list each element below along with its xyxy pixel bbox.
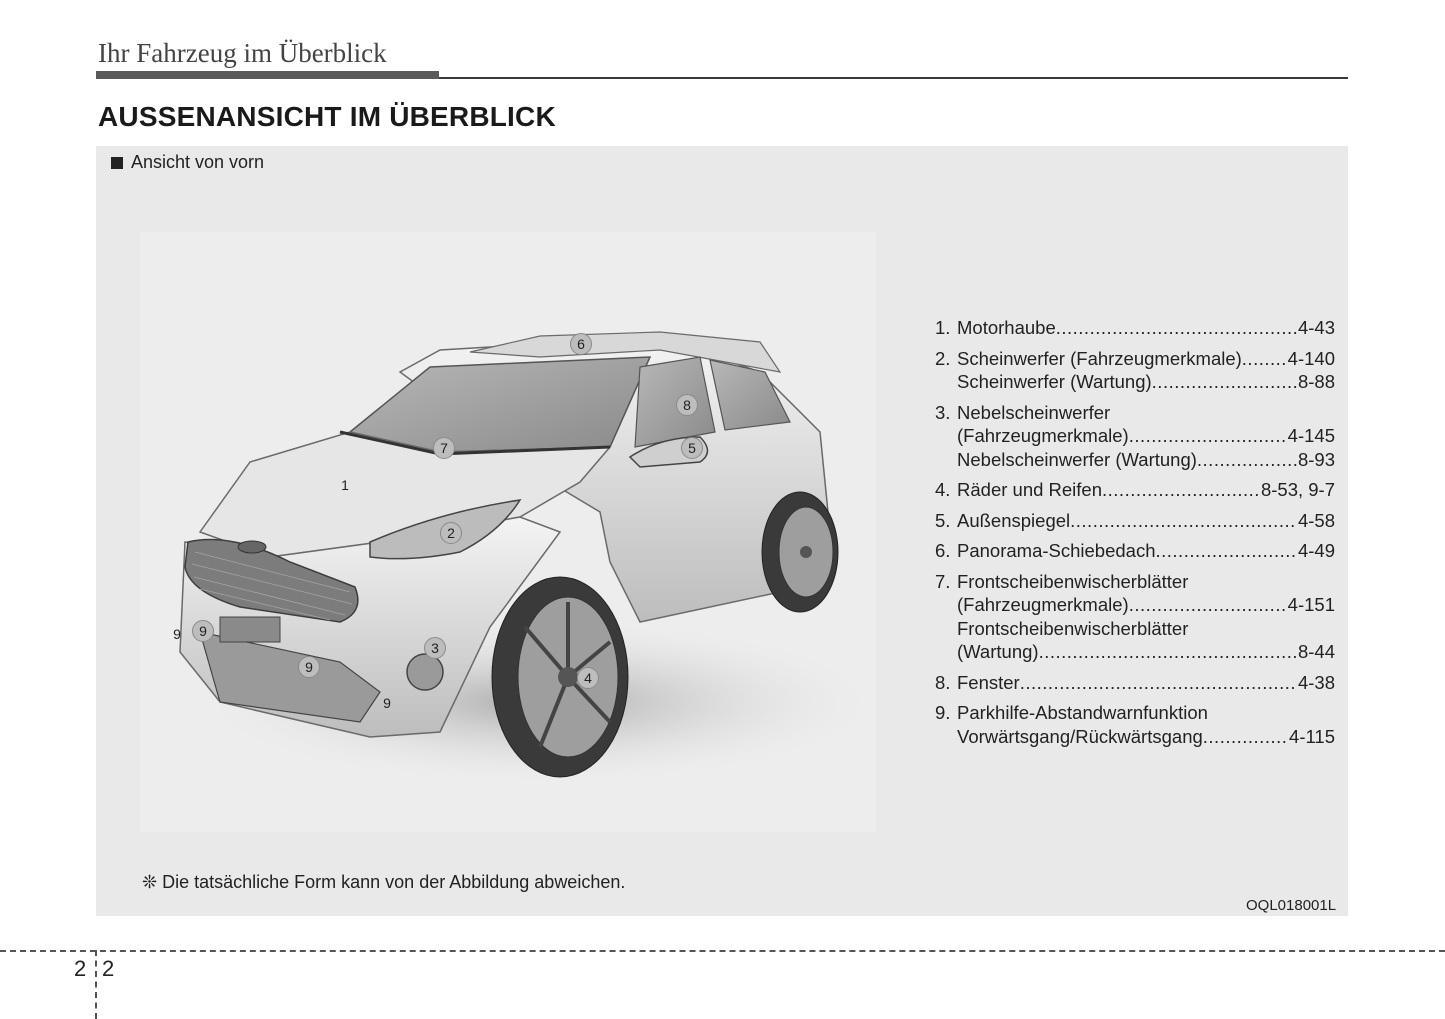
footer-rule <box>0 950 1445 952</box>
running-title: Ihr Fahrzeug im Überblick <box>98 38 387 68</box>
disclaimer-note: ❊ Die tatsächliche Form kann von der Abbildung abweichen. <box>142 872 626 892</box>
legend-entry: 6. Panorama-Schiebedach ..... 4-49 <box>935 539 1335 563</box>
legend-entry: 4. Räder und Reifen ..... 8-53, 9-7 <box>935 478 1335 502</box>
callout-2: 2 <box>440 522 462 544</box>
callout-9b: 9 <box>192 620 214 642</box>
chapter-number: 2 <box>74 956 87 981</box>
suv-front-view-drawing <box>140 232 876 832</box>
callout-4: 4 <box>577 667 599 689</box>
callout-8: 8 <box>676 394 698 416</box>
legend-entry: 3. Nebelscheinwerfer (Fahrzeugmerkmale) ..... 4-145 Nebelscheinwerfer (Wartung) ..... 8-93 <box>935 401 1335 472</box>
legend-entry: 1. Motorhaube ..... 4-43 <box>935 316 1335 340</box>
callout-9d: 9 <box>383 695 391 711</box>
section-title: AUSSENANSICHT IM ÜBERBLICK <box>98 101 556 132</box>
figure-code: OQL018001L <box>1246 897 1337 914</box>
header-bar <box>96 71 439 79</box>
view-label <box>111 152 264 173</box>
vehicle-illustration <box>140 232 876 832</box>
square-bullet-icon <box>111 157 123 169</box>
page-number: 2 <box>102 956 115 981</box>
callout-6: 6 <box>570 333 592 355</box>
legend-entry: 2. Scheinwerfer (Fahrzeugmerkmale) ..... 4-140 Scheinwerfer (Wartung) ..... 8-88 <box>935 347 1335 394</box>
legend-entry: 9. Parkhilfe-Abstandwarnfunktion Vorwärtsgang/Rückwärtsgang ..... 4-115 <box>935 701 1335 748</box>
legend-entry: 8. Fenster ..... 4-38 <box>935 671 1335 695</box>
legend-entry: 5. Außenspiegel ..... 4-58 <box>935 509 1335 533</box>
callout-7: 7 <box>433 437 455 459</box>
footer-divider <box>95 950 97 1019</box>
view-label-text: Ansicht von vorn <box>131 152 265 172</box>
parts-legend <box>935 316 1335 755</box>
legend-entry: 7. Frontscheibenwischerblätter (Fahrzeugmerkmale) ..... 4-151 Frontscheibenwischerblätter (Wartung) ..... 8-44 <box>935 570 1335 664</box>
callout-5: 5 <box>681 437 703 459</box>
header-rule <box>439 77 1348 79</box>
callout-9a: 9 <box>173 626 181 642</box>
callout-3: 3 <box>424 637 446 659</box>
callout-9c: 9 <box>298 656 320 678</box>
callout-1: 1 <box>341 477 349 493</box>
